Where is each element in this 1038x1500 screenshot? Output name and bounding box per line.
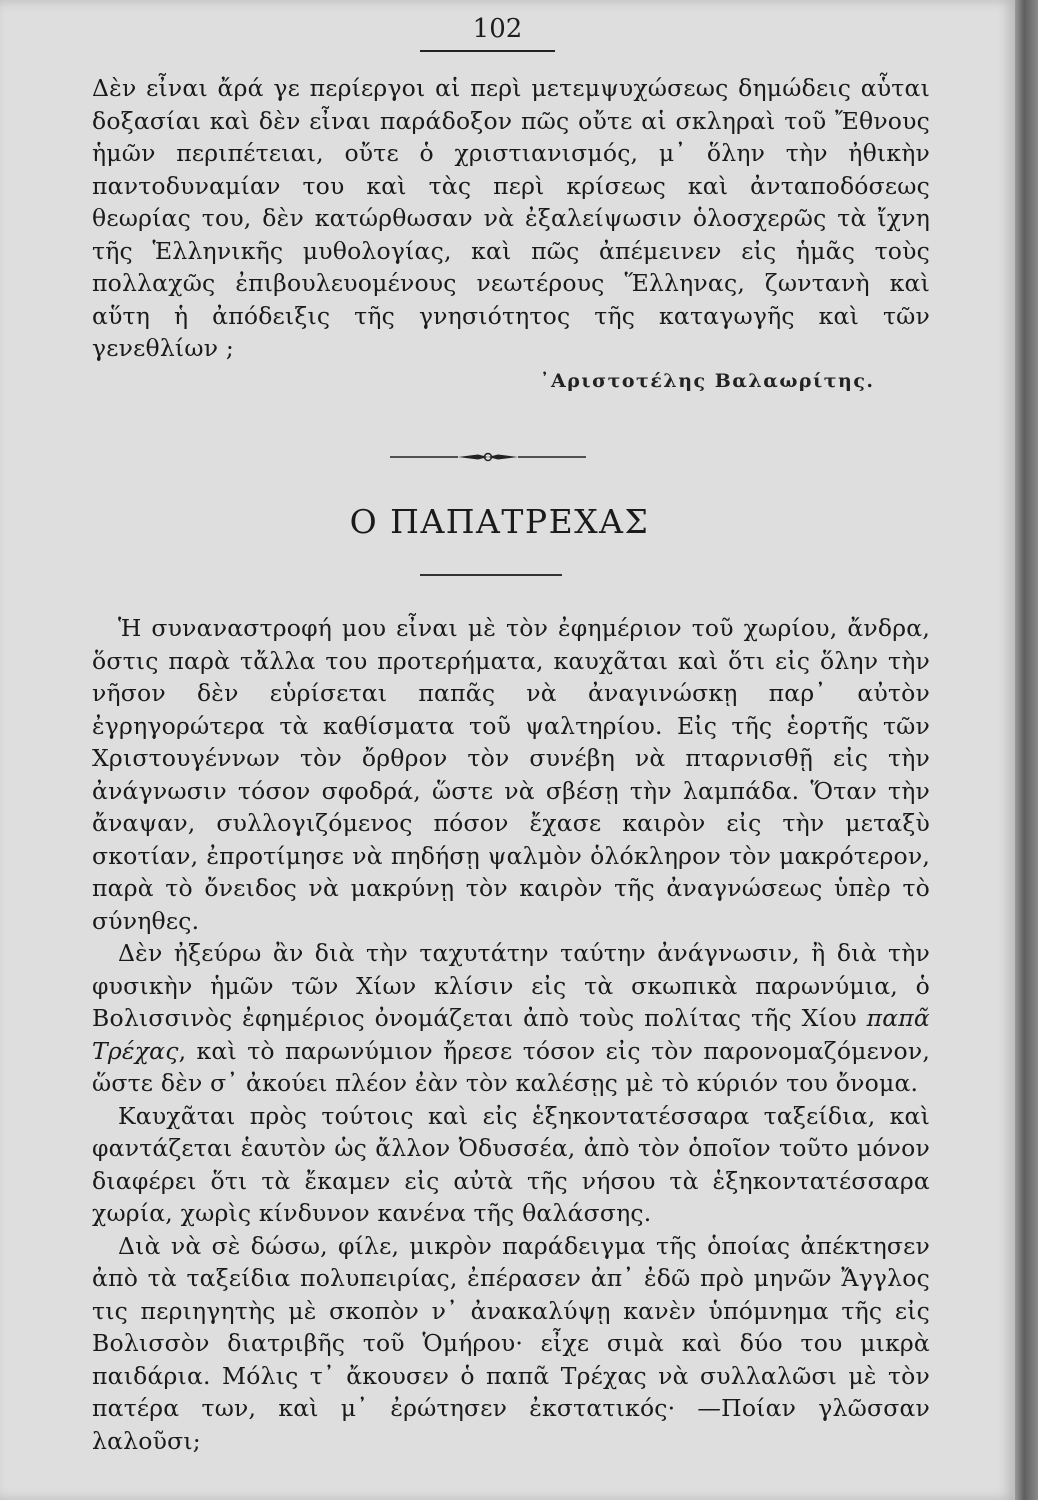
paragraph-2	[92, 937, 930, 1100]
title-rule	[420, 574, 562, 576]
paragraph-2-end: , καὶ τὸ παρωνύμιον ἤρεσε τόσον εἰς τὸν παρονομαζόμενον, ὥστε δὲν σ᾽ ἀκούει πλέον ἐὰν τὸν καλέσῃς μὲ τὸ κύριόν του ὄνομα.	[92, 1036, 930, 1097]
page-number: 102	[472, 14, 523, 44]
paragraph-2-start: Δὲν ἠξεύρω ἂν διὰ τὴν ταχυτάτην ταύτην ἀνάγνωσιν, ἢ διὰ τὴν φυσικὴν ἡμῶν τῶν Χίων κλίσιν εἰς τὰ σκωπικὰ παρωνύμια, ὁ Βολισσινὸς ἐφημέριος ὀνομάζεται ἀπὸ τοὺς πολίτας τῆς Χίου	[92, 939, 930, 1032]
intro-paragraph: Δὲν εἶναι ἄρά γε περίεργοι αἱ περὶ μετεμψυχώσεως δημώδεις αὗται δοξασίαι καὶ δὲν εἶναι παράδοξον πῶς οὔτε αἱ σκληραὶ τοῦ Ἔθνους ἡμῶν περιπέτειαι, οὔτε ὁ χριστιανισμός, μ᾽ ὅλην τὴν ἠθικὴν παντοδυναμίαν του καὶ τὰς περὶ κρίσεως καὶ ἀνταποδόσεως θεωρίας του, δὲν κατώρθωσαν νὰ ἐξαλείψωσιν ὁλοσχερῶς τὰ ἴχνη τῆς Ἑλληνικῆς μυθολογίας, καὶ πῶς ἀπέμεινεν εἰς ἡμᾶς τοὺς πολλαχῶς ἐπιβουλευομένους νεωτέρους Ἕλληνας, ζωντανὴ καὶ αὕτη ἡ ἀπόδειξις τῆς γνησιότητος τῆς καταγωγῆς καὶ τῶν γενεθλίων ;	[92, 74, 930, 362]
paragraph-2-nickname: παπᾶ Τρέχας	[92, 1004, 931, 1065]
ornament-divider	[388, 446, 588, 468]
author-signature: ᾽Αριστοτέλης Βαλαωρίτης.	[540, 370, 875, 392]
paragraph-4: Διὰ νὰ σὲ δώσω, φίλε, μικρὸν παράδειγμα τῆς ὁποίας ἀπέκτησεν ἀπὸ τὰ ταξείδια πολυπειρίας, ἐπέρασεν ἀπ᾽ ἐδῶ πρὸ μηνῶν Ἄγγλος τις περιηγητὴς μὲ σκοπὸν ν᾽ ἀνακαλύψῃ κανὲν ὑπόμνημα τῆς εἰς Βολισσὸν διατριβῆς τοῦ Ὁμήρου· εἶχε σιμὰ καὶ δύο του μικρὰ παιδάρια. Μόλις τ᾽ ἄκουσεν ὁ παπᾶ Τρέχας νὰ συλλαλῶσι μὲ τὸν πατέρα των, καὶ μ᾽ ἐρώτησεν ἐκστατικός· —Ποίαν γλῶσσαν λαλοῦσι;	[92, 1231, 930, 1455]
story-title: Ο ΠΑΠΑΤΡΕΧΑΣ	[349, 502, 650, 541]
story-body	[92, 612, 930, 1457]
header-rule	[420, 50, 555, 52]
intro-section	[92, 72, 930, 365]
paragraph-1: Ἡ συναναστροφή μου εἶναι μὲ τὸν ἐφημέριον τοῦ χωρίου, ἄνδρα, ὅστις παρὰ τἄλλα του προτερήματα, καυχᾶται καὶ ὅτι εἰς ὅλην τὴν νῆσον δὲν εὑρίσεται παπᾶς νὰ ἀναγινώσκῃ παρ᾽ αὐτὸν ἐγρηγορώτερα τὰ καθίσματα τοῦ ψαλτηρίου. Εἰς τῆς ἑορτῆς τῶν Χριστουγέννων τὸν ὄρθρον τὸν συνέβη νὰ πταρνισθῇ εἰς τὴν ἀνάγνωσιν τόσον σφοδρά, ὥστε νὰ σβέσῃ τὴν λαμπάδα. Ὅταν τὴν ἄναψαν, συλλογιζόμενος πόσον ἔχασε καιρὸν εἰς τὴν μεταξὺ σκοτίαν, ἐπροτίμησε νὰ πηδήσῃ ψαλμὸν ὁλόκληρον τὸν μακρότερον, παρὰ τὸ ὄνειδος νὰ μακρύνῃ τὸν καιρὸν τῆς ἀναγνώσεως ὑπὲρ τὸ σύνηθες.	[92, 614, 930, 935]
paragraph-3: Καυχᾶται πρὸς τούτοις καὶ εἰς ἑξηκοντατέσσαρα ταξείδια, καὶ φαντάζεται ἑαυτὸν ὡς ἄλλον Ὀδυσσέα, ἀπὸ τὸν ὁποῖον τοῦτο μόνον διαφέρει ὅτι τὰ ἔκαμεν εἰς αὐτὰ τῆς νήσου τὰ ἑξηκοντατέσσαρα χωρία, χωρὶς κίνδυνον κανένα τῆς θαλάσσης.	[92, 1101, 930, 1227]
book-spine	[1015, 0, 1038, 1500]
